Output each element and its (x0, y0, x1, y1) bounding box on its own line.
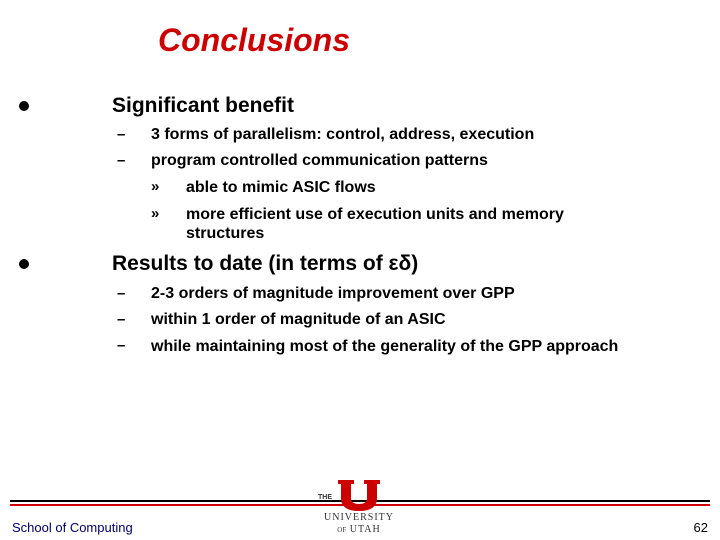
list-item: within 1 order of magnitude of an ASIC (151, 311, 446, 328)
dash-bullet-icon: – (117, 285, 126, 302)
bullet-dot-icon (19, 101, 29, 111)
university-of-utah-logo (318, 478, 400, 540)
logo-of-utah (318, 524, 400, 535)
logo-the-text: THE (318, 494, 332, 501)
dash-bullet-icon: – (117, 311, 126, 328)
logo-of-text: OF (337, 526, 347, 534)
logo-university-text: UNIVERSITY (324, 512, 394, 523)
dash-bullet-icon: – (117, 126, 126, 143)
list-item: program controlled communication patterns (151, 152, 488, 169)
sub-list-item: able to mimic ASIC flows (186, 179, 376, 196)
footer-school-name: School of Computing (12, 520, 133, 535)
list-item: 3 forms of parallelism: control, address, execution (151, 126, 535, 143)
logo-utah-text: UTAH (349, 524, 381, 535)
epsilon-delta-symbol: εδ (388, 252, 412, 275)
bullet-dot-icon (19, 259, 29, 269)
section-heading-results (112, 252, 418, 276)
dash-bullet-icon: – (117, 337, 126, 354)
section-heading-significant-benefit: Significant benefit (112, 94, 295, 117)
heading-text: Results to date (in terms of (112, 252, 389, 275)
page-number: 62 (693, 520, 708, 535)
block-u-icon (334, 478, 384, 512)
slide-title: Conclusions (158, 22, 351, 58)
dash-bullet-icon: – (117, 152, 126, 169)
subbullet-icon: » (151, 205, 160, 222)
list-item: 2-3 orders of magnitude improvement over GPP (151, 285, 515, 302)
list-item: while maintaining most of the generality of the GPP approach (151, 338, 619, 355)
subbullet-icon: » (151, 178, 160, 195)
sub-list-item: more efficient use of execution units and memory structures (186, 206, 564, 242)
heading-close: ) (411, 252, 419, 275)
